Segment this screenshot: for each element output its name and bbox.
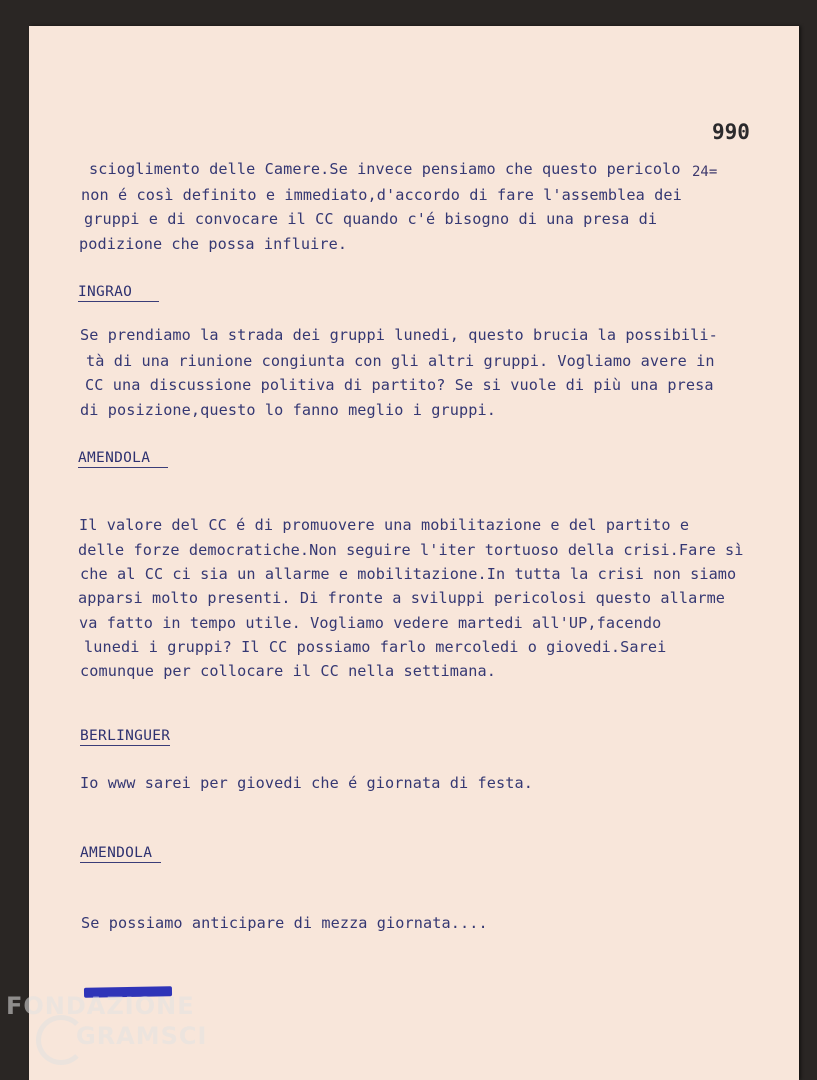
speaker-name: AMENDOLA <box>78 450 151 466</box>
text-line: Se possiamo anticipare di mezza giornata.... <box>81 914 488 932</box>
text-line: scioglimento delle Camere.Se invece pensiamo che questo pericolo <box>89 160 681 178</box>
text-line: Il valore del CC é di promuovere una mobilitazione e del partito e <box>79 516 690 534</box>
page-number: 990 <box>712 120 750 144</box>
text-line: di posizione,questo lo fanno meglio i gruppi. <box>80 401 496 419</box>
text-line: podizione che possa influire. <box>79 235 348 253</box>
text-line: va fatto in tempo utile. Vogliamo vedere martedi all'UP,facendo <box>79 614 662 632</box>
document-page <box>29 26 799 1080</box>
speaker-label <box>80 728 170 746</box>
text-line: Se prendiamo la strada dei gruppi lunedi, questo brucia la possibili- <box>80 326 718 344</box>
sub-number: 24= <box>692 164 718 180</box>
bleed-through-text <box>704 62 716 86</box>
speaker-label <box>80 845 161 863</box>
text-line: Io www sarei per giovedi che é giornata di festa. <box>80 774 533 792</box>
watermark-line: FONDAZIONE <box>6 992 195 1020</box>
text-line: CC una discussione politiva di partito? Se si vuole di più una presa <box>85 376 714 394</box>
text-line: comunque per collocare il CC nella settimana. <box>80 662 496 680</box>
text-line: gruppi e di convocare il CC quando c'é bisogno di una presa di <box>84 210 658 228</box>
text-line: tà di una riunione congiunta con gli altri gruppi. Vogliamo avere in <box>86 352 715 370</box>
text-line: apparsi molto presenti. Di fronte a sviluppi pericolosi questo allarme <box>78 589 726 607</box>
watermark-line: GRAMSCI <box>76 1022 208 1050</box>
text-line: che al CC ci sia un allarme e mobilitazione.In tutta la crisi non siamo <box>80 565 737 583</box>
archive-watermark <box>6 991 216 1066</box>
speaker-label <box>78 284 159 302</box>
speaker-label <box>78 450 168 468</box>
speaker-name: AMENDOLA <box>80 845 153 861</box>
text-line: delle forze democratiche.Non seguire l'iter tortuoso della crisi.Fare sì <box>78 541 744 559</box>
text-line: lunedi i gruppi? Il CC possiamo farlo mercoledi o giovedi.Sarei <box>84 638 667 656</box>
speaker-name: INGRAO <box>78 284 133 300</box>
text-line: non é così definito e immediato,d'accordo di fare l'assemblea dei <box>81 186 682 204</box>
speaker-name: BERLINGUER <box>80 728 171 744</box>
